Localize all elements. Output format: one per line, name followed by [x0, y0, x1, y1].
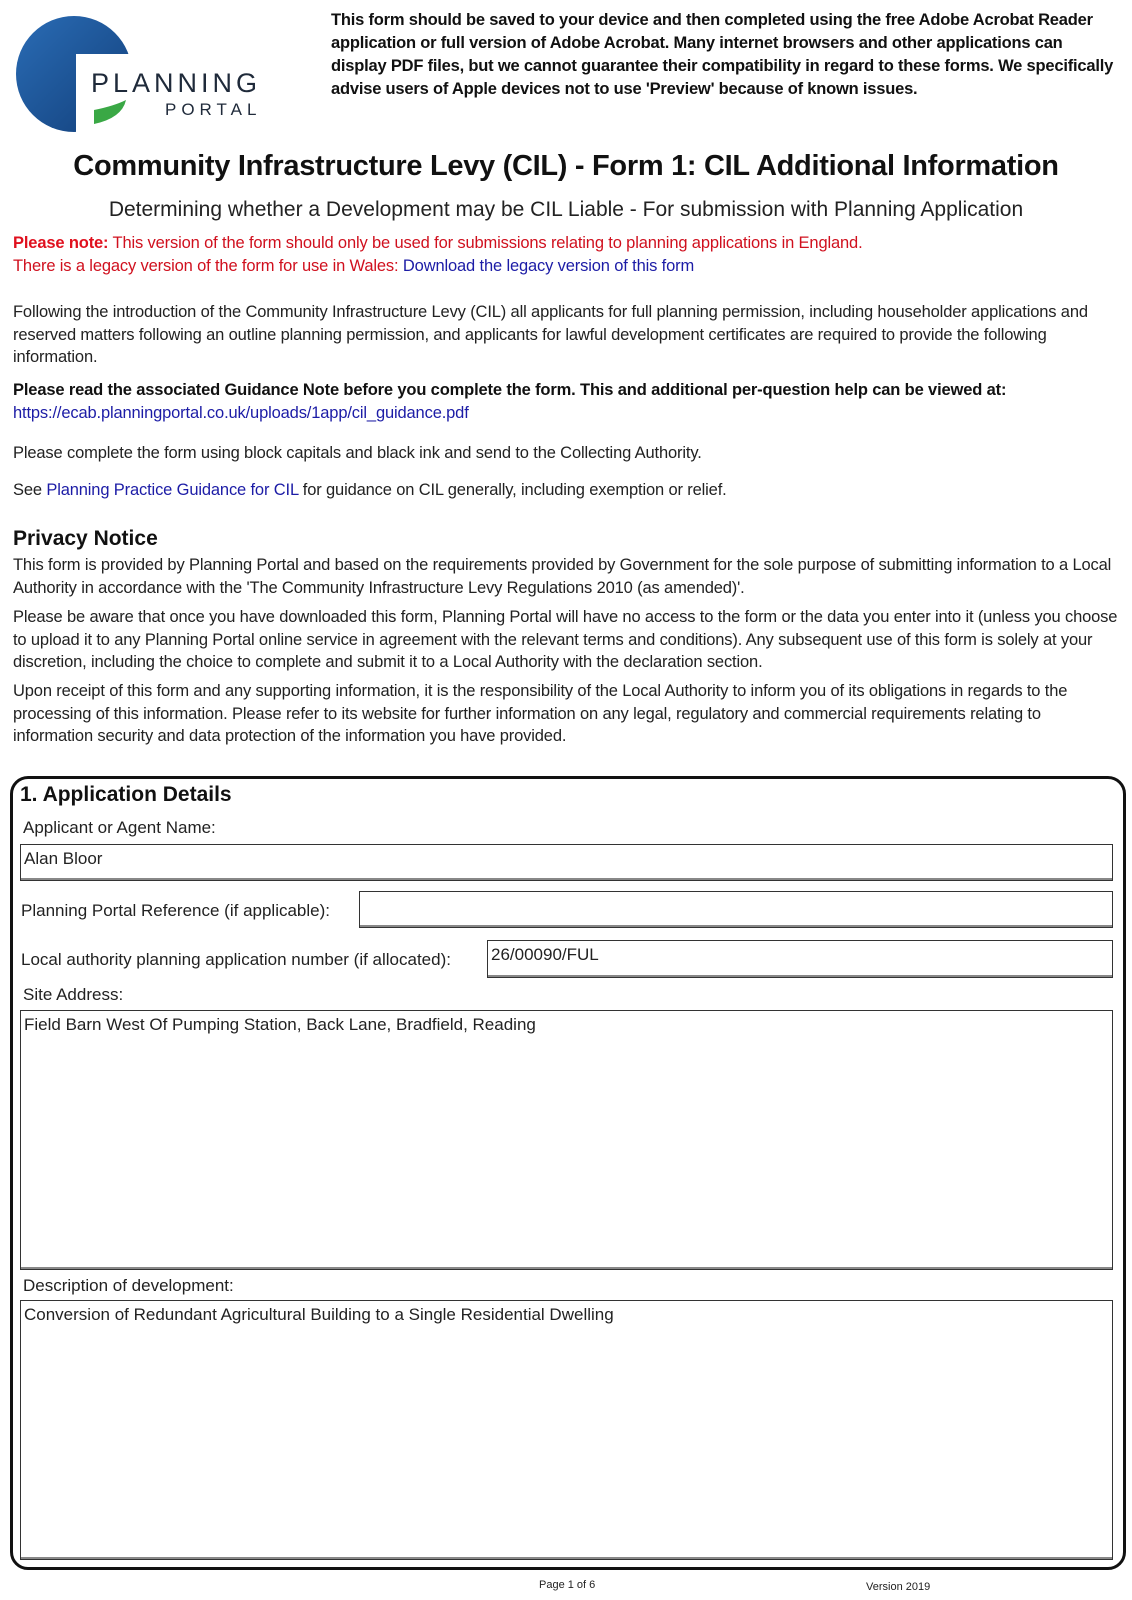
form-version: Version 2019: [866, 1581, 931, 1593]
see-suffix: for guidance on CIL generally, including exemption or relief.: [298, 481, 727, 499]
guidance-instruction: Please read the associated Guidance Note before you complete the form. This and additional per-question help can be viewed at:: [13, 381, 1007, 399]
section-title-application-details: 1. Application Details: [20, 783, 232, 806]
site-address-label: Site Address:: [23, 985, 124, 1004]
planning-practice-guidance-link[interactable]: Planning Practice Guidance for CIL: [46, 481, 299, 499]
see-guidance-line: [13, 479, 1123, 502]
svg-text:PLANNING: PLANNING: [91, 68, 262, 98]
adobe-reader-notice: This form should be saved to your device and then completed using the free Adobe Acrobat Reader application or full version of Adobe Acrobat. Many internet browsers and other applications can display PDF files, but we cannot guarantee their compatibility in regard to these forms. We specifically advise users of Apple devices not to use 'Preview' because of known issues.: [331, 11, 1114, 98]
guidance-pdf-link[interactable]: https://ecab.planningportal.co.uk/uploads/1app/cil_guidance.pdf: [13, 404, 469, 422]
logo-icon: [14, 14, 274, 134]
la-application-number-label: Local authority planning application number (if allocated):: [21, 950, 451, 969]
page-title: Community Infrastructure Levy (CIL) - Form 1: CIL Additional Information: [73, 150, 1059, 182]
svg-text:PORTAL: PORTAL: [165, 100, 262, 119]
england-note: [13, 232, 1123, 255]
site-address-field[interactable]: Field Barn West Of Pumping Station, Back Lane, Bradfield, Reading: [20, 1010, 1113, 1270]
planning-portal-logo: [14, 14, 274, 134]
wales-note: [13, 255, 1123, 278]
privacy-paragraph-2: Please be aware that once you have downloaded this form, Planning Portal will have no access to the form or the data you enter into it (unless you choose to upload it to any Planning Portal online service in agreement with the relevant terms and conditions). Any subsequent use of this form is solely at your discretion, including the choice to complete and submit it to a Local Authority with the declaration section.: [13, 608, 1118, 671]
applicant-name-field[interactable]: Alan Bloor: [20, 844, 1113, 881]
wales-note-text: There is a legacy version of the form for use in Wales:: [13, 257, 403, 275]
intro-paragraph: Following the introduction of the Community Infrastructure Levy (CIL) all applicants for full planning permission, including householder applications and reserved matters following an outline planning permission, and applicants for lawful development certificates are required to provide the following information.: [13, 303, 1088, 366]
page-number: Page 1 of 6: [539, 1579, 596, 1591]
page-subtitle: Determining whether a Development may be CIL Liable - For submission with Planning Application: [108, 198, 1024, 221]
la-application-number-field[interactable]: 26/00090/FUL: [487, 940, 1113, 978]
see-prefix: See: [13, 481, 47, 499]
privacy-notice-heading: Privacy Notice: [13, 527, 158, 550]
note-label: Please note:: [13, 234, 109, 252]
legacy-form-download-link[interactable]: Download the legacy version of this form: [402, 257, 695, 275]
privacy-paragraph-3: Upon receipt of this form and any supporting information, it is the responsibility of the Local Authority to inform you of its obligations in regards to the processing of this information. Please refer to its website for further information on any legal, regulatory and commercial requirements relating to information security and data protection of the information you have provided.: [13, 682, 1068, 745]
description-label: Description of development:: [23, 1276, 234, 1295]
portal-reference-label: Planning Portal Reference (if applicable):: [21, 901, 331, 920]
portal-reference-field[interactable]: [359, 891, 1113, 928]
privacy-paragraph-1: This form is provided by Planning Portal and based on the requirements provided by Government for the sole purpose of submitting information to a Local Authority in accordance with the 'The Community Infrastructure Levy Regulations 2010 (as amended)'.: [13, 556, 1112, 597]
note-text: This version of the form should only be used for submissions relating to planning applications in England.: [108, 234, 863, 252]
applicant-name-label: Applicant or Agent Name:: [23, 818, 216, 837]
complete-instruction: Please complete the form using block capitals and black ink and send to the Collecting Authority.: [13, 444, 702, 462]
description-field[interactable]: Conversion of Redundant Agricultural Building to a Single Residential Dwelling: [20, 1300, 1113, 1560]
